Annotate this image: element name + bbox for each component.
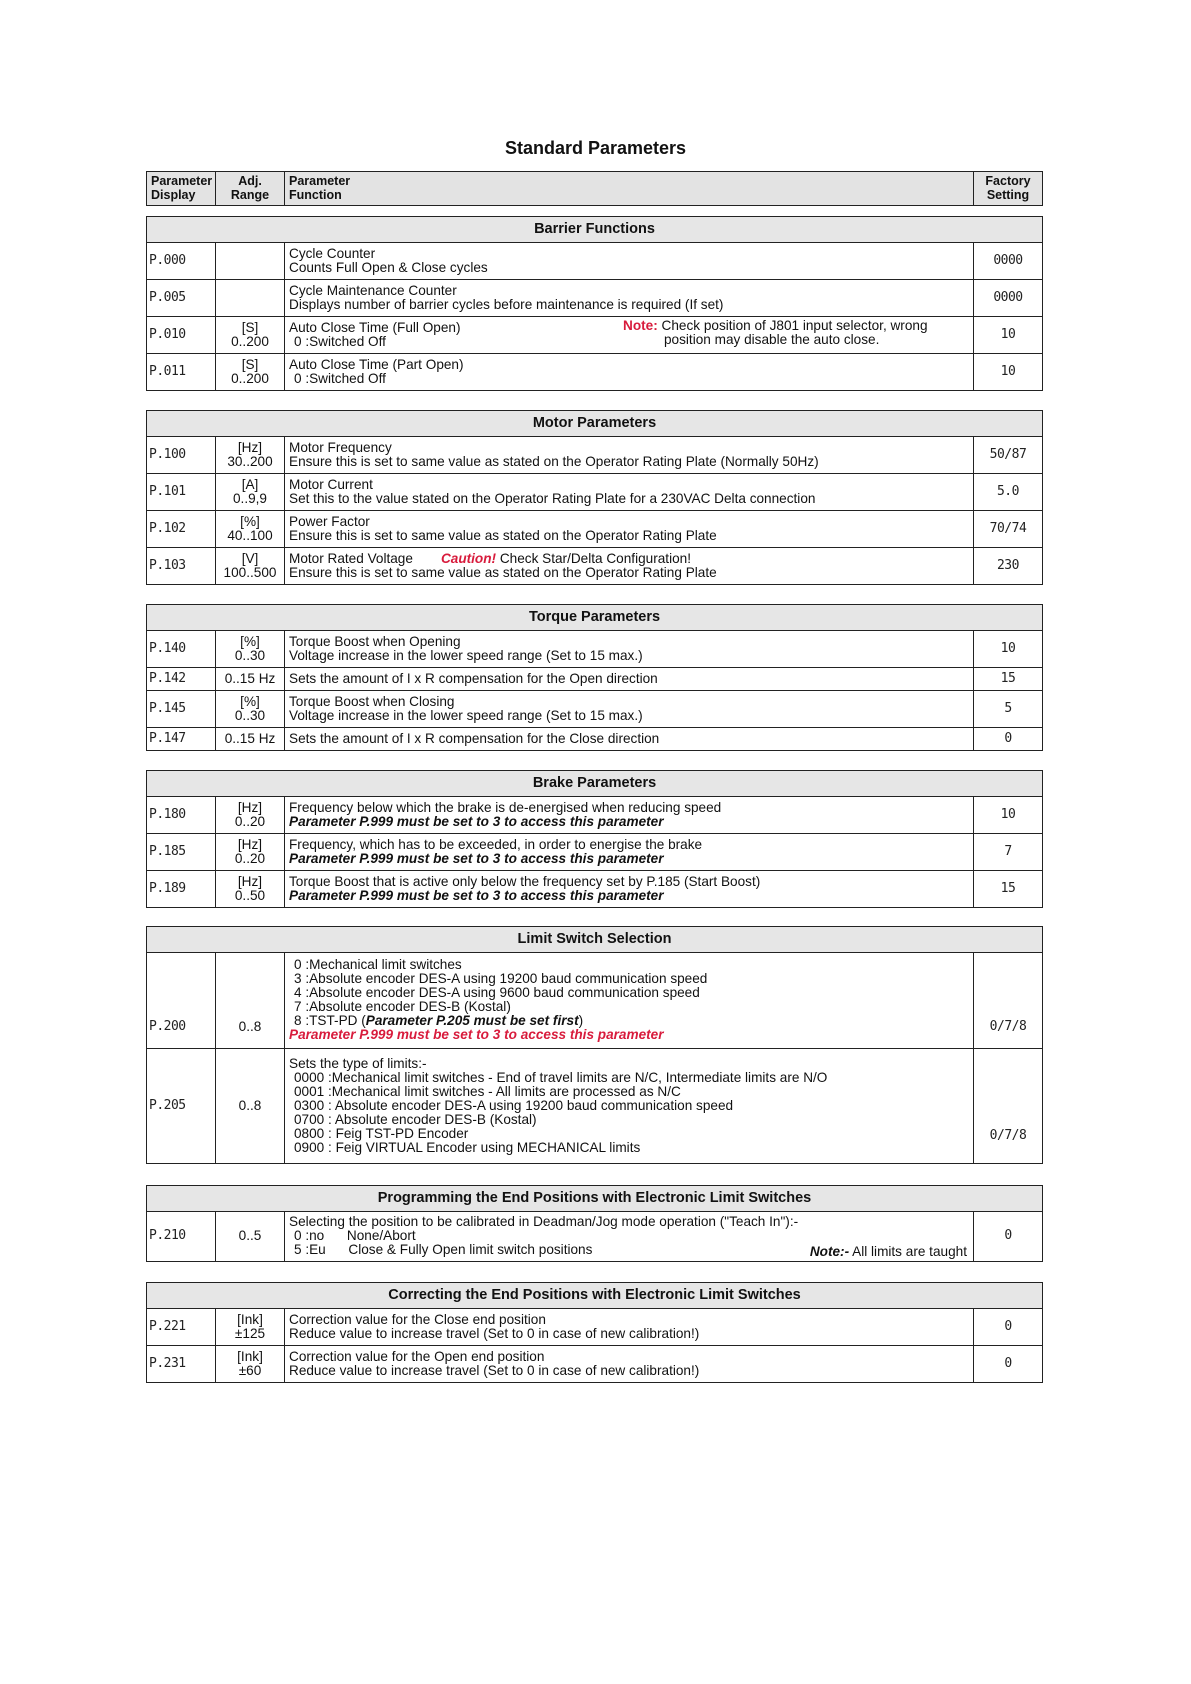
param-display: P.231 [147,1346,216,1383]
factory-setting: 50/87 [973,437,1042,474]
header-table [146,171,1043,206]
param-function: Torque Boost that is active only below the frequency set by P.185 (Start Boost) Parameter P.999 must be set to 3 to access this parameter [285,871,974,908]
factory-setting: 10 [973,317,1042,354]
adj-range: [%] 0..30 [216,691,285,728]
param-display: P.221 [147,1309,216,1346]
table-row [147,953,1043,1049]
adj-range: [%] 40..100 [216,511,285,548]
param-display: P.102 [147,511,216,548]
factory-setting: 5 [973,691,1042,728]
param-display: P.010 [147,317,216,354]
factory-setting: 0/7/8 [973,1049,1042,1164]
table-row [147,1309,1043,1346]
table-row [147,728,1043,751]
table-row [147,1346,1043,1383]
param-function: Sets the type of limits:- 0000 :Mechanical limit switches - End of travel limits are N/C, Intermediate limits are N/O 0001 :Mechanical limit switches - All limits are processed as N/C 0300 : Absolute encoder DES-A using 19200 baud communication speed 0700 : Absolute encoder DES-B (Kostal) 0800 : Feig TST-PD Encoder 0900 : Feig VIRTUAL Encoder using MECHANICAL limits [285,1049,974,1164]
factory-setting: 0/7/8 [973,953,1042,1049]
factory-setting: 15 [973,668,1042,691]
caution-label: Caution! [440,550,497,566]
section-title: Motor Parameters [147,411,1043,437]
param-display: P.210 [147,1212,216,1262]
param-function: Motor Current Set this to the value stated on the Operator Rating Plate for a 230VAC Delta connection [285,474,974,511]
adj-range: [Hz] 0..20 [216,834,285,871]
adj-range: [Hz] 0..20 [216,797,285,834]
motor-parameters-table [146,410,1043,585]
table-row [147,668,1043,691]
table-row [147,474,1043,511]
param-display: P.101 [147,474,216,511]
note: Note:- All limits are taught [809,1244,967,1259]
param-function: Torque Boost when Closing Voltage increase in the lower speed range (Set to 15 max.) [285,691,974,728]
page-title: Standard Parameters [504,138,687,158]
factory-setting: 70/74 [973,511,1042,548]
param-function: Sets the amount of I x R compensation for the Close direction [285,728,974,751]
torque-parameters-table [146,604,1043,751]
table-row [147,834,1043,871]
param-display: P.180 [147,797,216,834]
adj-range: [S] 0..200 [216,354,285,391]
factory-setting: 0000 [973,280,1042,317]
factory-setting: 0 [973,728,1042,751]
adj-range: [Hz] 30..200 [216,437,285,474]
barrier-functions-table [146,216,1043,391]
factory-setting: 7 [973,834,1042,871]
param-function: Frequency, which has to be exceeded, in order to energise the brake Parameter P.999 must be set to 3 to access this parameter [285,834,974,871]
adj-range: [A] 0..9,9 [216,474,285,511]
adj-range: [S] 0..200 [216,317,285,354]
section-title: Torque Parameters [147,605,1043,631]
param-display: P.205 [147,1049,216,1164]
section-title: Barrier Functions [147,217,1043,243]
note: Note: Check position of J801 input selector, wrong position may disable the auto close. [623,318,928,347]
table-row [147,437,1043,474]
param-function: Correction value for the Close end position Reduce value to increase travel (Set to 0 in case of new calibration!) [285,1309,974,1346]
factory-setting: 15 [973,871,1042,908]
table-row [147,1212,1043,1262]
param-display: P.147 [147,728,216,751]
param-function: Correction value for the Open end position Reduce value to increase travel (Set to 0 in case of new calibration!) [285,1346,974,1383]
param-display: P.185 [147,834,216,871]
correcting-table [146,1282,1043,1383]
table-row [147,691,1043,728]
adj-range [216,243,285,280]
adj-range: 0..5 [216,1212,285,1262]
table-row [147,280,1043,317]
adj-range: [Hz] 0..50 [216,871,285,908]
header-factory: Factory Setting [974,172,1043,206]
param-display: P.011 [147,354,216,391]
factory-setting: 0000 [973,243,1042,280]
section-title: Programming the End Positions with Electronic Limit Switches [147,1186,1043,1212]
section-title: Correcting the End Positions with Electronic Limit Switches [147,1283,1043,1309]
adj-range: 0..8 [216,1049,285,1164]
param-function: Selecting the position to be calibrated in Deadman/Jog mode operation ("Teach In"):- 0 :no None/Abort 5 :Eu Close & Fully Open limit switch positions Note:- All limits are taught [285,1212,974,1262]
param-display: P.140 [147,631,216,668]
param-function: Motor Frequency Ensure this is set to same value as stated on the Operator Rating Plate (Normally 50Hz) [285,437,974,474]
table-row [147,631,1043,668]
header-function: Parameter Function [285,172,974,206]
programming-table [146,1185,1043,1262]
table-row [147,317,1043,354]
param-function: Cycle Counter Counts Full Open & Close cycles [285,243,974,280]
factory-setting: 0 [974,1346,1043,1383]
table-row [147,797,1043,834]
limit-switch-table [146,926,1043,1164]
factory-setting: 10 [973,631,1042,668]
adj-range [216,280,285,317]
param-function: Sets the amount of I x R compensation for the Open direction [285,668,974,691]
param-display: P.100 [147,437,216,474]
adj-range: [Ink] ±60 [216,1346,285,1383]
adj-range: 0..8 [216,953,285,1049]
table-row [147,871,1043,908]
table-row [147,243,1043,280]
param-display: P.142 [147,668,216,691]
factory-setting: 0 [973,1212,1042,1262]
adj-range: [V] 100..500 [216,548,285,585]
param-display: P.145 [147,691,216,728]
param-function: Cycle Maintenance Counter Displays number of barrier cycles before maintenance is required (If set) [285,280,974,317]
table-row [147,511,1043,548]
table-row [147,548,1043,585]
factory-setting: 230 [973,548,1042,585]
param-function: Auto Close Time (Full Open) 0 :Switched Off Note: Check position of J801 input selector, wrong position may disable the auto close. [285,317,974,354]
param-function: Torque Boost when Opening Voltage increase in the lower speed range (Set to 15 max.) [285,631,974,668]
adj-range: [%] 0..30 [216,631,285,668]
param-function: Motor Rated Voltage Caution! Check Star/Delta Configuration! Ensure this is set to same value as stated on the Operator Rating Plate [285,548,974,585]
factory-setting: 5.0 [973,474,1042,511]
param-function: Frequency below which the brake is de-energised when reducing speed Parameter P.999 must be set to 3 to access this parameter [285,797,974,834]
brake-parameters-table [146,770,1043,908]
param-display: P.005 [147,280,216,317]
section-title: Brake Parameters [147,771,1043,797]
param-function: 0 :Mechanical limit switches 3 :Absolute encoder DES-A using 19200 baud communication speed 4 :Absolute encoder DES-A using 9600 baud communication speed 7 :Absolute encoder DES-B (Kostal) 8 :TST-PD (Parameter P.205 must be set first) Parameter P.999 must be set to 3 to access this parameter [285,953,974,1049]
header-range: Adj. Range [216,172,285,206]
table-row [147,1049,1043,1164]
param-function: Power Factor Ensure this is set to same value as stated on the Operator Rating Plate [285,511,974,548]
factory-setting: 0 [974,1309,1043,1346]
section-title: Limit Switch Selection [147,927,1043,953]
param-display: P.103 [147,548,216,585]
adj-range: [Ink] ±125 [216,1309,285,1346]
adj-range: 0..15 Hz [216,668,285,691]
table-row [147,354,1043,391]
param-display: P.189 [147,871,216,908]
param-display: P.000 [147,243,216,280]
adj-range: 0..15 Hz [216,728,285,751]
header-display: Parameter Display [147,172,216,206]
param-display: P.200 [147,953,216,1049]
factory-setting: 10 [973,797,1042,834]
factory-setting: 10 [973,354,1042,391]
param-function: Auto Close Time (Part Open) 0 :Switched Off [285,354,974,391]
